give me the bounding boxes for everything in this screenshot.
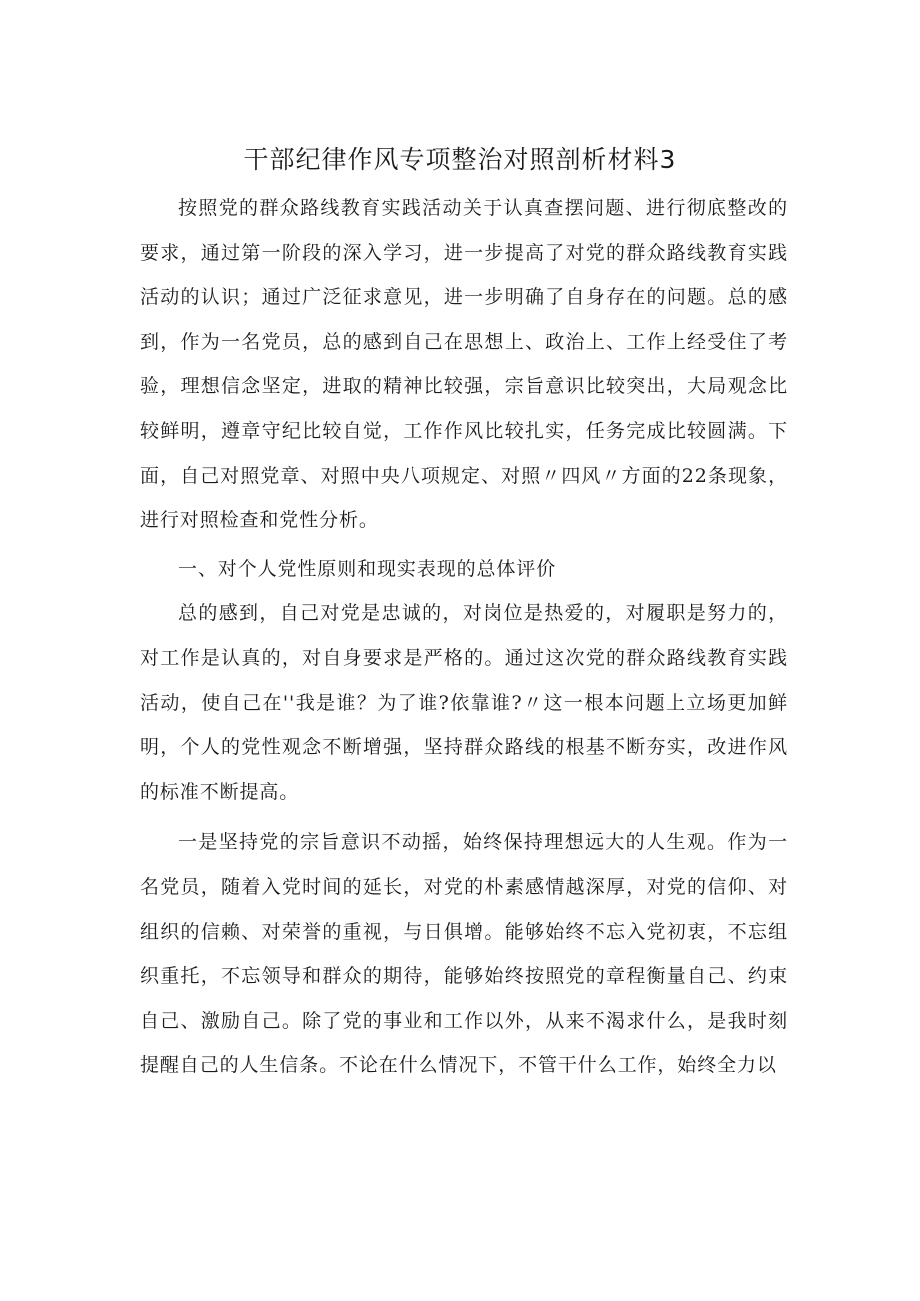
paragraph-point-one: 一是坚持党的宗旨意识不动摇，始终保持理想远大的人生观。作为一名党员，随着入党时间的延长，对党的朴素感情越深厚，对党的信仰、对组织的信赖、对荣誉的重视，与日俱增。能够始终不忘入党初衷，不忘组织重托，不忘领导和群众的期待，能够始终按照党的章程衡量自己、约束自己、激励自己。除了党的事业和工作以外，从来不渴求什么，是我时刻提醒自己的人生信条。不论在什么情况下，不管干什么工作，始终全力以: [140, 831, 788, 1077]
document-title: 干部纪律作风专项整治对照剖析材料3: [243, 145, 677, 174]
paragraph-intro: 按照党的群众路线教育实践活动关于认真查摆问题、进行彻底整改的要求，通过第一阶段的深入学习，进一步提高了对党的群众路线教育实践活动的认识；通过广泛征求意见，进一步明确了自身存在的问题。总的感到，作为一名党员，总的感到自己在思想上、政治上、工作上经受住了考验，理想信念坚定，进取的精神比较强，宗旨意识比较突出，大局观念比较鲜明，遵章守纪比较自觉，工作作风比较扎实，任务完成比较圆满。下面，自己对照党章、对照中央八项规定、对照〃四风〃方面的22条现象，进行对照检查和党性分析。: [140, 197, 788, 532]
document-body: [140, 186, 788, 1088]
section-heading-1: 一、对个人党性原则和现实表现的总体评价: [178, 557, 557, 580]
paragraph-overall-evaluation: 总的感到，自己对党是忠诚的，对岗位是热爱的，对履职是努力的，对工作是认真的，对自身要求是严格的。通过这次党的群众路线教育实践活动，使自己在''我是谁？为了谁?依靠谁?〃这一根本问题上立场更加鲜明，个人的党性观念不断增强，坚持群众路线的根基不断夯实，改进作风的标准不断提高。: [140, 602, 788, 803]
